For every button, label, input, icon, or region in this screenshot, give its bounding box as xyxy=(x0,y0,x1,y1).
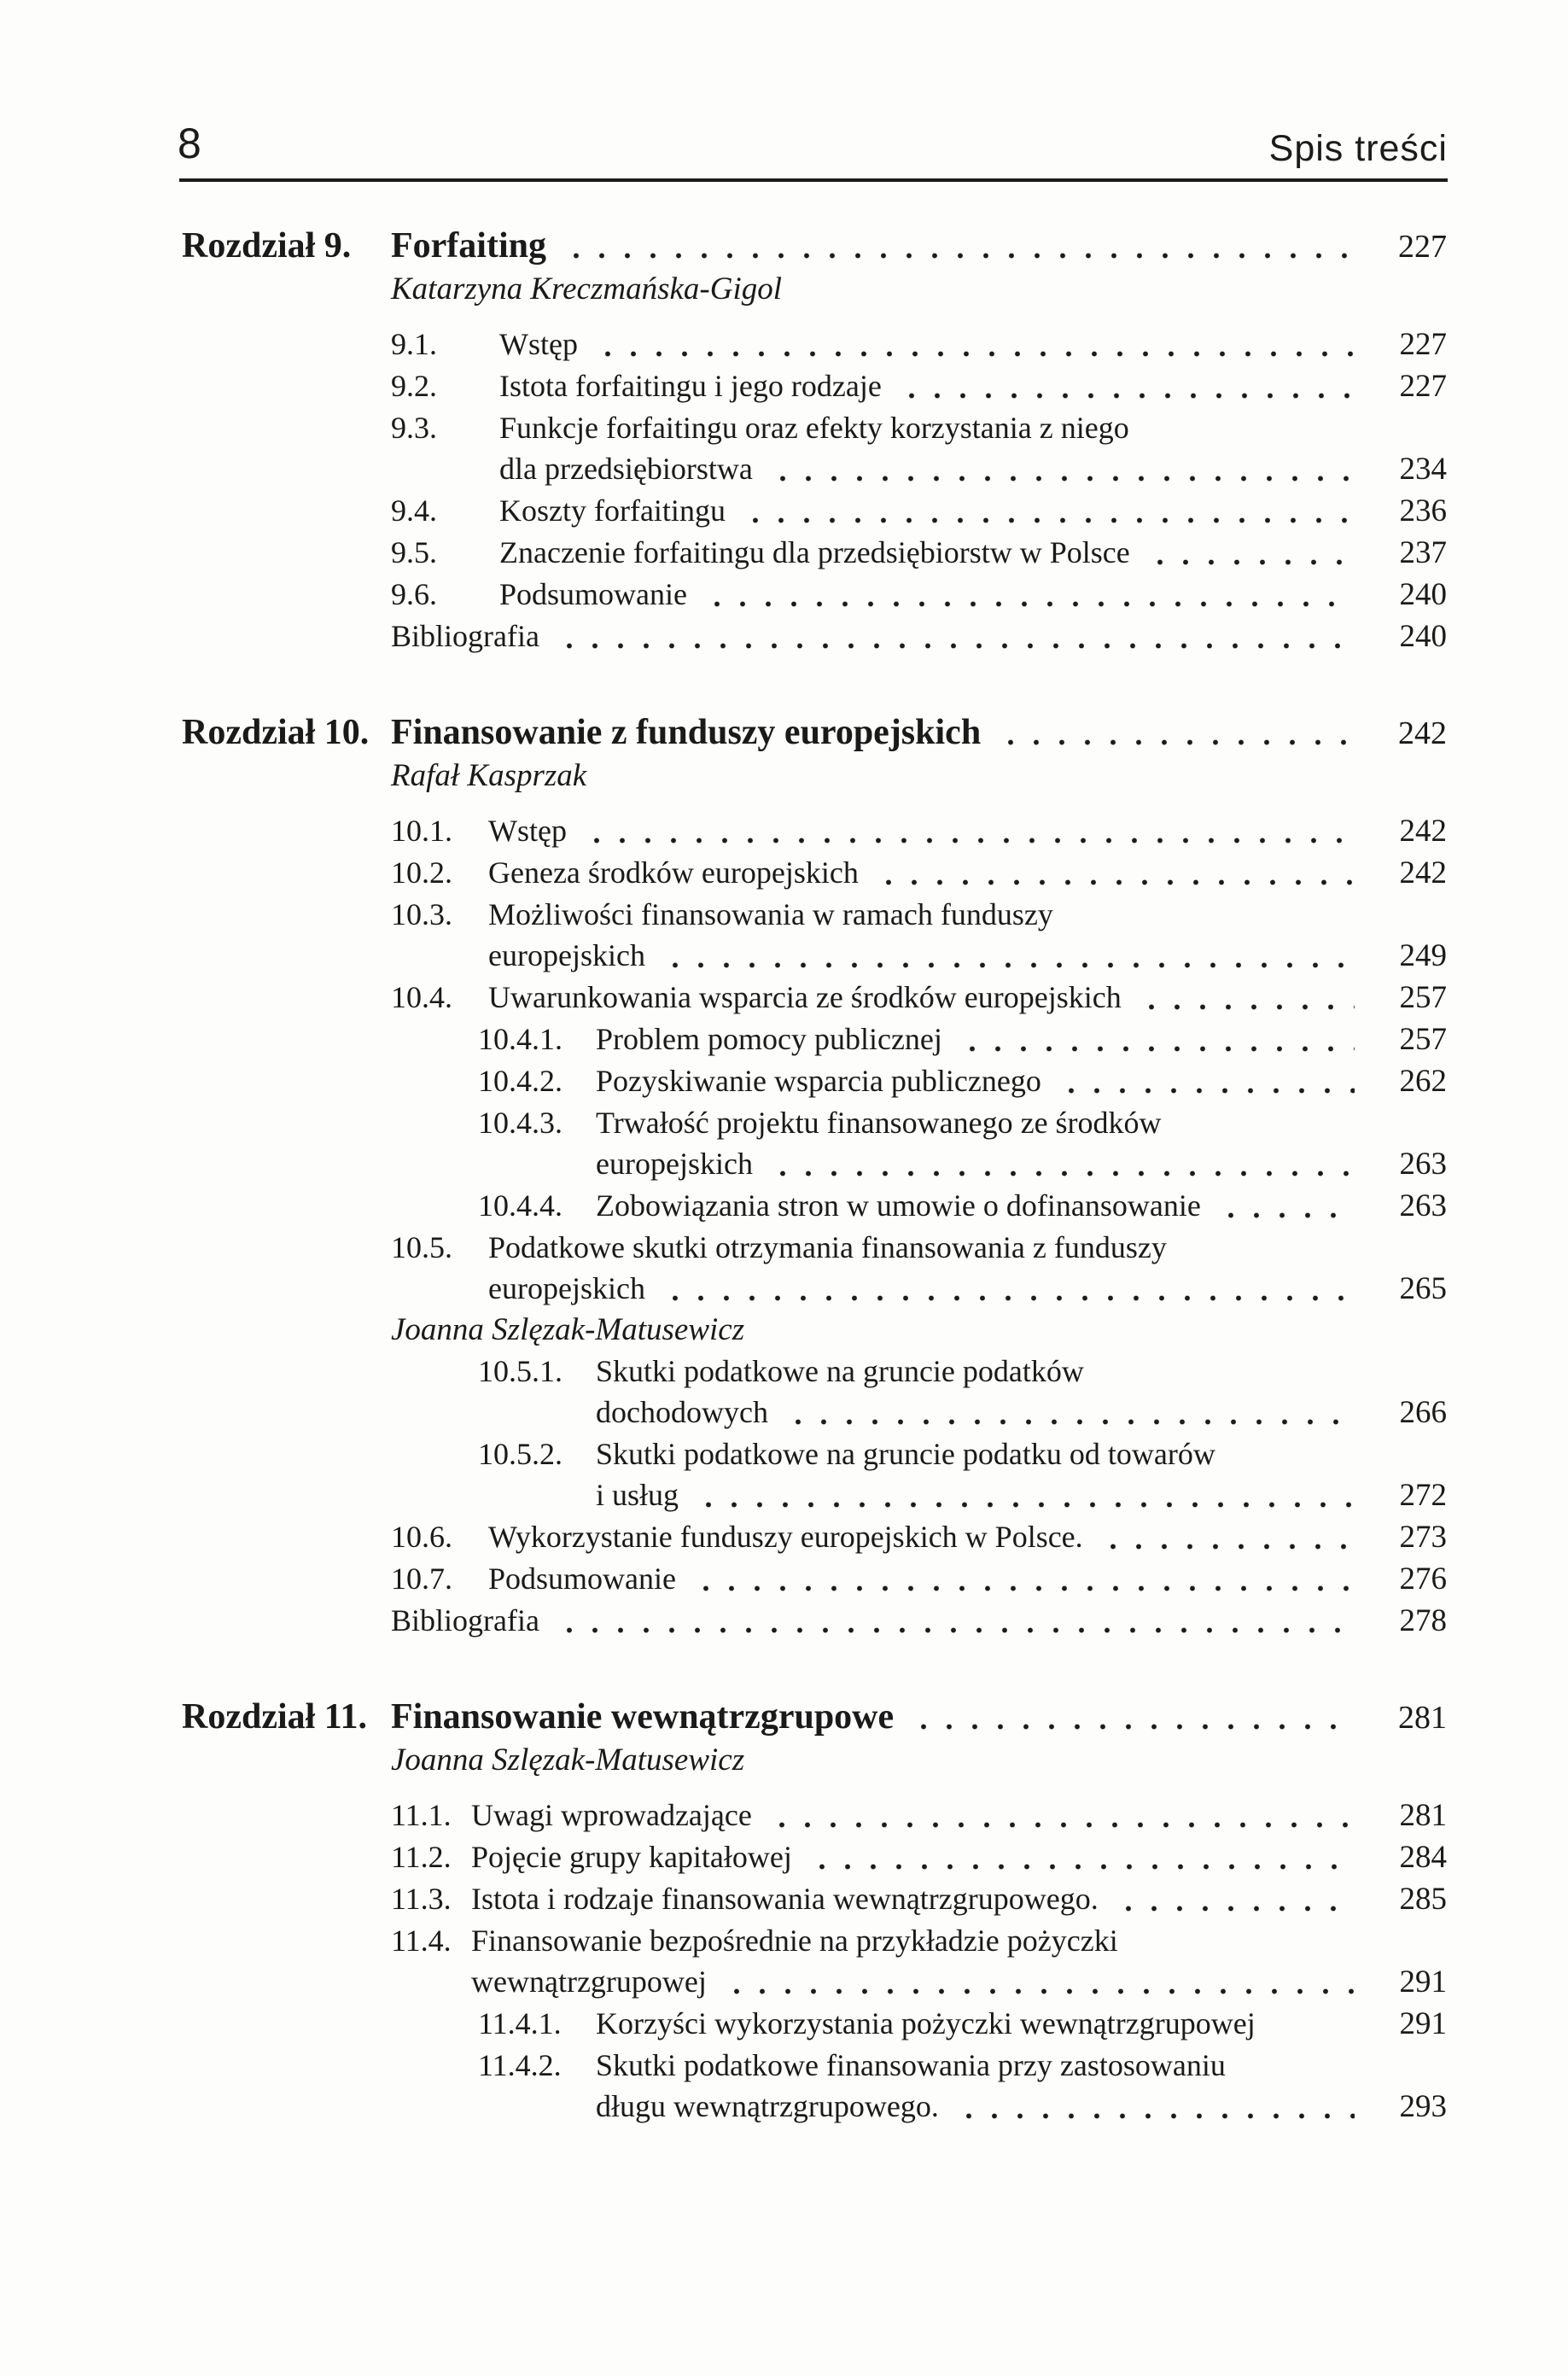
entry-title: Pojęcie grupy kapitałowej xyxy=(471,1840,792,1874)
page-number: 242 xyxy=(1398,715,1447,751)
page-number: 234 xyxy=(1399,452,1447,487)
chapter-block xyxy=(182,710,1447,1642)
leader-dots xyxy=(562,253,1355,259)
entry-number: 10.4.3. xyxy=(478,1106,562,1140)
entry-number: 10.4. xyxy=(391,980,452,1014)
entry-title: Funkcje forfaitingu oraz efekty korzystania z niego xyxy=(499,411,1129,445)
page-number: 227 xyxy=(1398,229,1447,265)
page-number: 227 xyxy=(1399,327,1447,362)
entry-number: 9.3. xyxy=(391,411,437,445)
entry-number: 10.4.4. xyxy=(478,1188,562,1223)
toc-entry-continuation xyxy=(182,448,1447,490)
entry-number: 9.2. xyxy=(391,369,437,403)
entry-title: europejskich xyxy=(488,938,645,972)
leader-dots xyxy=(1271,2030,1355,2036)
toc-entry xyxy=(182,574,1447,616)
page-number: 237 xyxy=(1399,535,1447,570)
entry-title: Skutki podatkowe na gruncie podatków xyxy=(596,1354,1084,1388)
entry-number: 11.3. xyxy=(391,1882,452,1916)
toc-entry xyxy=(182,365,1447,407)
toc-entry xyxy=(182,852,1447,894)
page-number: 276 xyxy=(1399,1562,1447,1597)
chapter-author xyxy=(182,756,1447,797)
leader-dots xyxy=(582,838,1355,844)
page-number: 257 xyxy=(1399,980,1447,1015)
entry-number: 10.4.2. xyxy=(478,1064,562,1098)
entry-title: Geneza środków europejskich xyxy=(488,855,859,890)
leader-dots xyxy=(702,601,1355,607)
page-number: 262 xyxy=(1399,1064,1447,1099)
toc-entry xyxy=(182,810,1447,852)
toc-entry xyxy=(182,1878,1447,1920)
chapter-author xyxy=(182,269,1447,310)
leader-dots xyxy=(996,739,1355,745)
page-number: 291 xyxy=(1399,2006,1447,2041)
leader-dots xyxy=(767,1822,1355,1828)
leader-dots xyxy=(1114,1906,1355,1912)
toc-entry xyxy=(182,1351,1447,1392)
leader-dots xyxy=(954,2113,1355,2119)
page-number: 242 xyxy=(1399,814,1447,849)
leader-dots xyxy=(722,1988,1355,1994)
leader-dots xyxy=(741,517,1355,523)
entry-title: Istota i rodzaje finansowania wewnątrzgrupowego. xyxy=(471,1882,1099,1916)
entry-number: 10.4.1. xyxy=(478,1022,562,1056)
page-number: 263 xyxy=(1399,1147,1447,1182)
toc-entry xyxy=(182,1227,1447,1268)
toc-entry xyxy=(182,1102,1447,1143)
section-author xyxy=(182,1310,1447,1351)
chapter-heading xyxy=(182,1695,1447,1740)
leader-dots xyxy=(593,351,1355,357)
chapter-title: Finansowanie wewnątrzgrupowe xyxy=(391,1697,895,1737)
toc-entry xyxy=(182,2003,1447,2045)
page-number: 266 xyxy=(1399,1395,1447,1430)
leader-dots xyxy=(874,879,1355,885)
toc-entry xyxy=(182,1836,1447,1878)
toc-entry-continuation xyxy=(182,1143,1447,1185)
entry-title: Możliwości finansowania w ramach funduszy xyxy=(488,897,1053,931)
chapter-author xyxy=(182,1740,1447,1781)
entry-number: 11.4.1. xyxy=(478,2006,562,2040)
toc-entry xyxy=(182,1600,1447,1642)
toc-entry xyxy=(182,1795,1447,1836)
entry-title: Wstęp xyxy=(499,327,578,361)
entry-title: Koszty forfaitingu xyxy=(499,493,726,528)
entry-number: 10.5.1. xyxy=(478,1354,562,1388)
leader-dots xyxy=(1216,1212,1355,1218)
entry-number: 11.4. xyxy=(391,1924,452,1958)
entry-title: Skutki podatkowe finansowania przy zastosowaniu xyxy=(596,2048,1226,2082)
entry-title: Wykorzystanie funduszy europejskich w Polsce. xyxy=(488,1520,1083,1554)
leader-dots xyxy=(1137,1004,1355,1010)
page-number: 240 xyxy=(1399,577,1447,612)
entry-title: Podsumowanie xyxy=(499,577,687,611)
entry-title: Bibliografia xyxy=(391,619,539,653)
entry-title: Finansowanie bezpośrednie na przykładzie pożyczki xyxy=(471,1924,1118,1958)
toc-entry-continuation xyxy=(182,935,1447,977)
page-number: 291 xyxy=(1399,1964,1447,1999)
leader-dots xyxy=(768,476,1355,482)
entry-title: Podatkowe skutki otrzymania finansowania z funduszy xyxy=(488,1230,1167,1264)
toc-entry-continuation xyxy=(182,1268,1447,1310)
leader-dots xyxy=(555,643,1355,649)
entry-number: 9.4. xyxy=(391,493,437,528)
toc-entry xyxy=(182,1019,1447,1060)
entry-title: wewnątrzgrupowej xyxy=(471,1964,707,1999)
author-name: Joanna Szlęzak-Matusewicz xyxy=(391,1743,745,1778)
entry-title: Uwarunkowania wsparcia ze środków europejskich xyxy=(488,980,1122,1014)
toc-entry xyxy=(182,616,1447,657)
leader-dots xyxy=(1057,1088,1355,1094)
toc-entry xyxy=(182,1558,1447,1600)
chapter-label: Rozdział 9. xyxy=(182,226,352,266)
leader-dots xyxy=(768,1170,1355,1176)
toc-entry-continuation xyxy=(182,1961,1447,2003)
entry-title: Korzyści wykorzystania pożyczki wewnątrzgrupowej xyxy=(596,2006,1256,2040)
entry-title: długu wewnątrzgrupowego. xyxy=(596,2089,939,2123)
page-number: 257 xyxy=(1399,1022,1447,1057)
chapter-title: Finansowanie z funduszy europejskich xyxy=(391,713,982,752)
toc-entry-continuation xyxy=(182,1392,1447,1433)
toc-entry xyxy=(182,1060,1447,1102)
leader-dots xyxy=(807,1864,1355,1870)
page-number: 227 xyxy=(1399,369,1447,404)
chapter-heading xyxy=(182,710,1447,756)
page-number: 236 xyxy=(1399,493,1447,528)
entry-number: 10.1. xyxy=(391,814,452,848)
leader-dots xyxy=(694,1502,1355,1508)
entry-title: Istota forfaitingu i jego rodzaje xyxy=(499,369,882,403)
header-page-number: 8 xyxy=(178,120,201,167)
page-number: 263 xyxy=(1399,1188,1447,1223)
leader-dots xyxy=(958,1046,1355,1052)
entry-number: 10.5. xyxy=(391,1230,452,1264)
entry-number: 10.5.2. xyxy=(478,1437,562,1471)
author-name: Rafał Kasprzak xyxy=(391,758,587,793)
page-number: 242 xyxy=(1399,855,1447,890)
entry-title: Problem pomocy publicznej xyxy=(596,1022,942,1056)
chapter-title: Forfaiting xyxy=(391,226,546,266)
entry-number: 9.6. xyxy=(391,577,437,611)
toc xyxy=(182,224,1447,2128)
page-number: 273 xyxy=(1399,1520,1447,1555)
running-title: Spis treści xyxy=(1268,128,1448,169)
page-number: 284 xyxy=(1399,1840,1447,1875)
entry-title: Pozyskiwanie wsparcia publicznego xyxy=(596,1064,1041,1098)
entry-title: Trwałość projektu finansowanego ze środków xyxy=(596,1106,1162,1140)
entry-title: europejskich xyxy=(488,1271,645,1305)
entry-title: Bibliografia xyxy=(391,1603,539,1638)
toc-entry xyxy=(182,1433,1447,1474)
toc-entry-continuation xyxy=(182,2086,1447,2128)
entry-number: 11.1. xyxy=(391,1798,452,1832)
toc-entry xyxy=(182,894,1447,935)
page-number: 249 xyxy=(1399,938,1447,973)
leader-dots xyxy=(691,1585,1355,1591)
entry-title: Skutki podatkowe na gruncie podatku od towarów xyxy=(596,1437,1215,1471)
entry-number: 10.2. xyxy=(391,855,452,890)
entry-title: dla przedsiębiorstwa xyxy=(499,452,753,486)
chapter-block xyxy=(182,1695,1447,2128)
entry-number: 11.2. xyxy=(391,1840,452,1874)
toc-entry xyxy=(182,407,1447,448)
toc-entry xyxy=(182,532,1447,574)
entry-title: Zobowiązania stron w umowie o dofinansowanie xyxy=(596,1188,1201,1223)
page-number: 293 xyxy=(1399,2089,1447,2124)
entry-title: i usług xyxy=(596,1478,679,1512)
entry-number: 10.3. xyxy=(391,897,452,931)
entry-number: 10.6. xyxy=(391,1520,452,1554)
page-number: 265 xyxy=(1399,1271,1447,1306)
leader-dots xyxy=(784,1419,1355,1425)
toc-entry xyxy=(182,490,1447,532)
entry-number: 10.7. xyxy=(391,1562,452,1596)
leader-dots xyxy=(661,962,1355,968)
leader-dots xyxy=(1099,1544,1355,1550)
toc-entry xyxy=(182,977,1447,1019)
entry-number: 9.5. xyxy=(391,535,437,569)
toc-entry xyxy=(182,1185,1447,1227)
entry-title: Wstęp xyxy=(488,814,567,848)
chapter-block xyxy=(182,224,1447,657)
toc-entry xyxy=(182,324,1447,365)
entry-title: Znaczenie forfaitingu dla przedsiębiorstw w Polsce xyxy=(499,535,1130,569)
page-number: 272 xyxy=(1399,1478,1447,1513)
entry-number: 11.4.2. xyxy=(478,2048,562,2082)
header-rule xyxy=(179,178,1448,182)
entry-number: 9.1. xyxy=(391,327,437,361)
entry-title: dochodowych xyxy=(596,1395,768,1429)
chapter-label: Rozdział 10. xyxy=(182,713,370,752)
author-name: Joanna Szlęzak-Matusewicz xyxy=(391,1312,745,1347)
leader-dots xyxy=(897,393,1355,399)
page-number: 281 xyxy=(1399,1798,1447,1833)
page-number: 240 xyxy=(1399,619,1447,654)
leader-dots xyxy=(1145,559,1355,565)
leader-dots xyxy=(661,1295,1355,1301)
entry-title: europejskich xyxy=(596,1147,753,1181)
author-name: Katarzyna Kreczmańska-Gigol xyxy=(391,271,783,306)
leader-dots xyxy=(909,1724,1355,1730)
page-number: 281 xyxy=(1398,1700,1447,1736)
toc-entry xyxy=(182,1516,1447,1558)
page-number: 278 xyxy=(1399,1603,1447,1638)
entry-title: Podsumowanie xyxy=(488,1562,676,1596)
page-number: 285 xyxy=(1399,1882,1447,1917)
toc-entry-continuation xyxy=(182,1474,1447,1516)
leader-dots xyxy=(555,1627,1355,1633)
chapter-heading xyxy=(182,224,1447,269)
entry-title: Uwagi wprowadzające xyxy=(471,1798,752,1832)
toc-entry xyxy=(182,1920,1447,1961)
chapter-label: Rozdział 11. xyxy=(182,1697,367,1737)
toc-entry xyxy=(182,2045,1447,2086)
